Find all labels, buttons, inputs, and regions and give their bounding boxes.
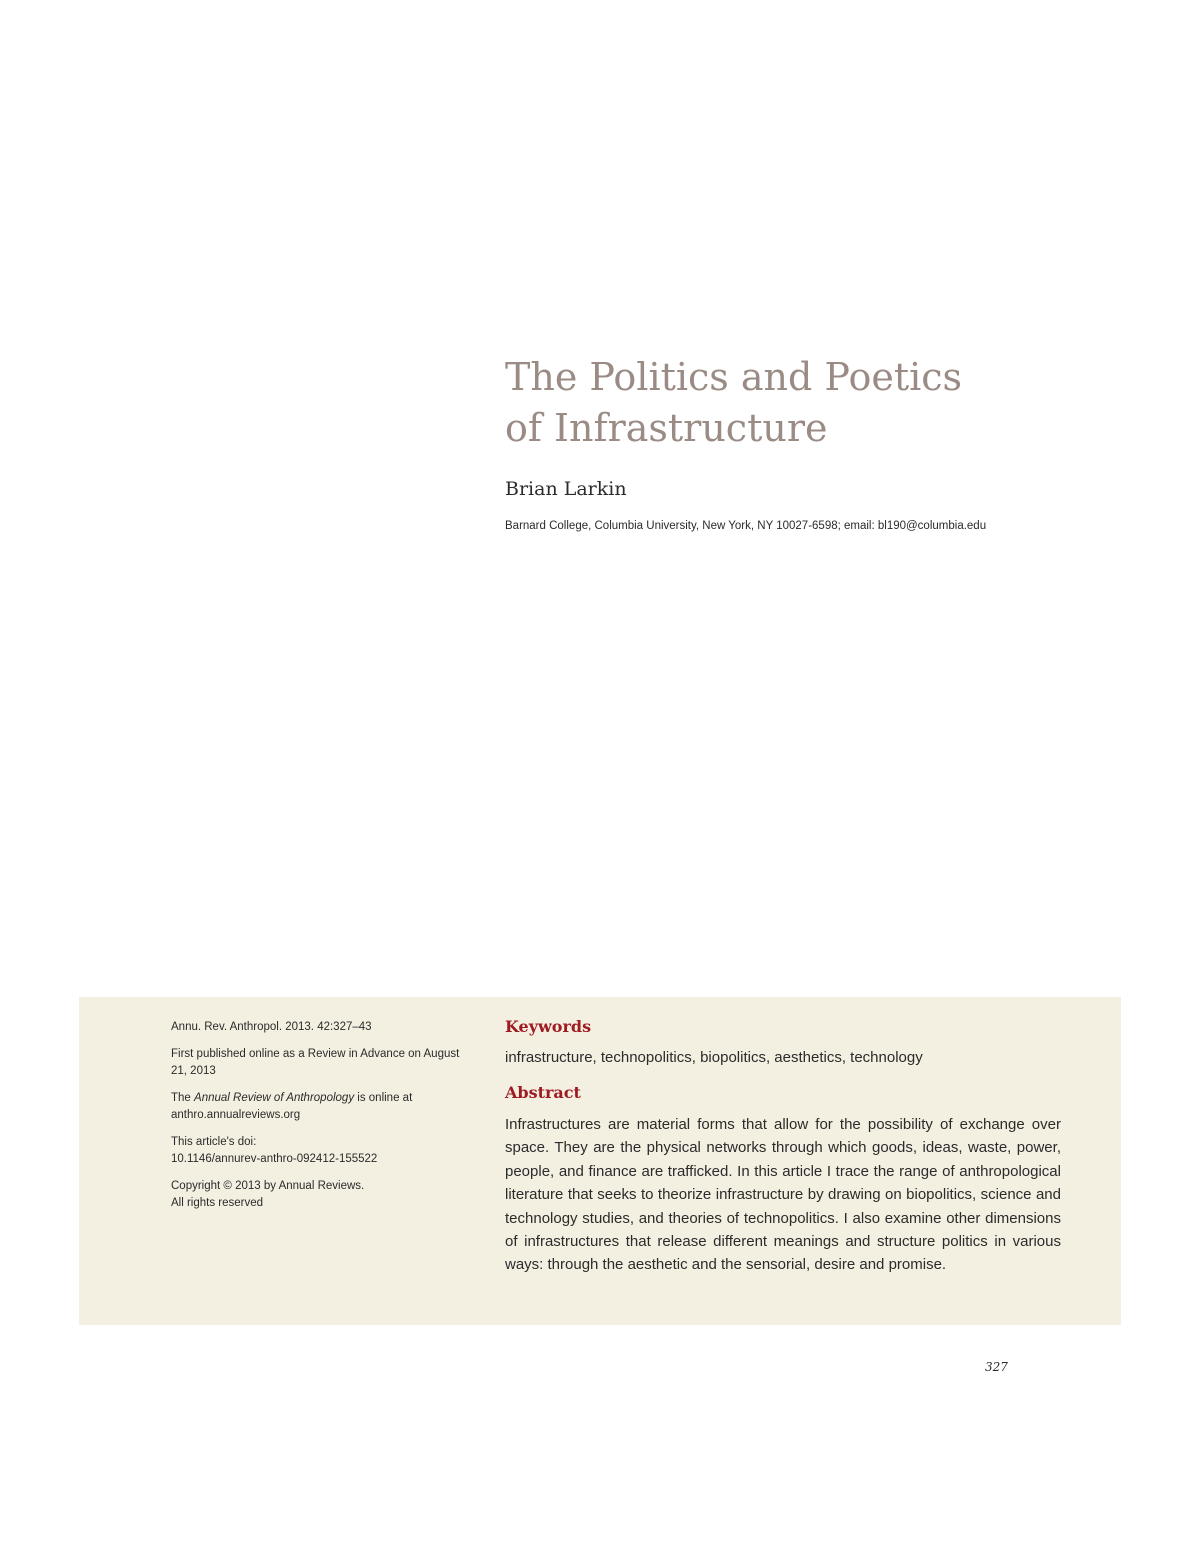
author-affiliation: Barnard College, Columbia University, New York, NY 10027-6598; email: bl190@columbia.edu	[505, 520, 987, 532]
doi-value: 10.1146/annurev-anthro-092412-155522	[171, 1153, 378, 1165]
page-number: 327	[985, 1360, 1008, 1374]
article-info-box	[79, 997, 1121, 1325]
author-name: Brian Larkin	[505, 478, 627, 500]
first-published-note: First published online as a Review in Advance on August 21, 2013	[171, 1048, 460, 1077]
keywords-heading: Keywords	[505, 1017, 592, 1036]
copyright-block	[171, 1178, 471, 1212]
article-title-line-1: The Politics and Poetics	[505, 355, 963, 399]
publication-metadata	[171, 1019, 471, 1222]
article-title-line-2: of Infrastructure	[505, 406, 828, 450]
doi-block	[171, 1134, 471, 1168]
online-availability	[171, 1090, 471, 1124]
keywords-abstract-column	[505, 1015, 1061, 1277]
online-suffix: is online at anthro.annualreviews.org	[171, 1092, 413, 1121]
keywords-list: infrastructure, technopolitics, biopolitics, aesthetics, technology	[505, 1049, 923, 1066]
abstract-text: Infrastructures are material forms that allow for the possibility of exchange over space. They are the physical networks through which goods, ideas, waste, power, people, and finance are trafficked. In this article I trace the range of anthropological literature that seeks to theorize infrastructure by drawing on biopolitics, science and technology studies, and theories of technopolitics. I also examine other dimensions of infrastructures that release different meanings and structure politics in various ways: through the aesthetic and the sensorial, desire and promise.	[505, 1116, 1061, 1274]
citation: Annu. Rev. Anthropol. 2013. 42:327–43	[171, 1021, 372, 1033]
abstract-heading: Abstract	[505, 1083, 581, 1102]
online-prefix: The	[171, 1092, 191, 1104]
rights: All rights reserved	[171, 1197, 264, 1209]
copyright: Copyright © 2013 by Annual Reviews.	[171, 1180, 365, 1192]
article-title	[505, 352, 1125, 454]
doi-label: This article's doi:	[171, 1136, 257, 1148]
journal-name: Annual Review of Anthropology	[194, 1092, 355, 1104]
